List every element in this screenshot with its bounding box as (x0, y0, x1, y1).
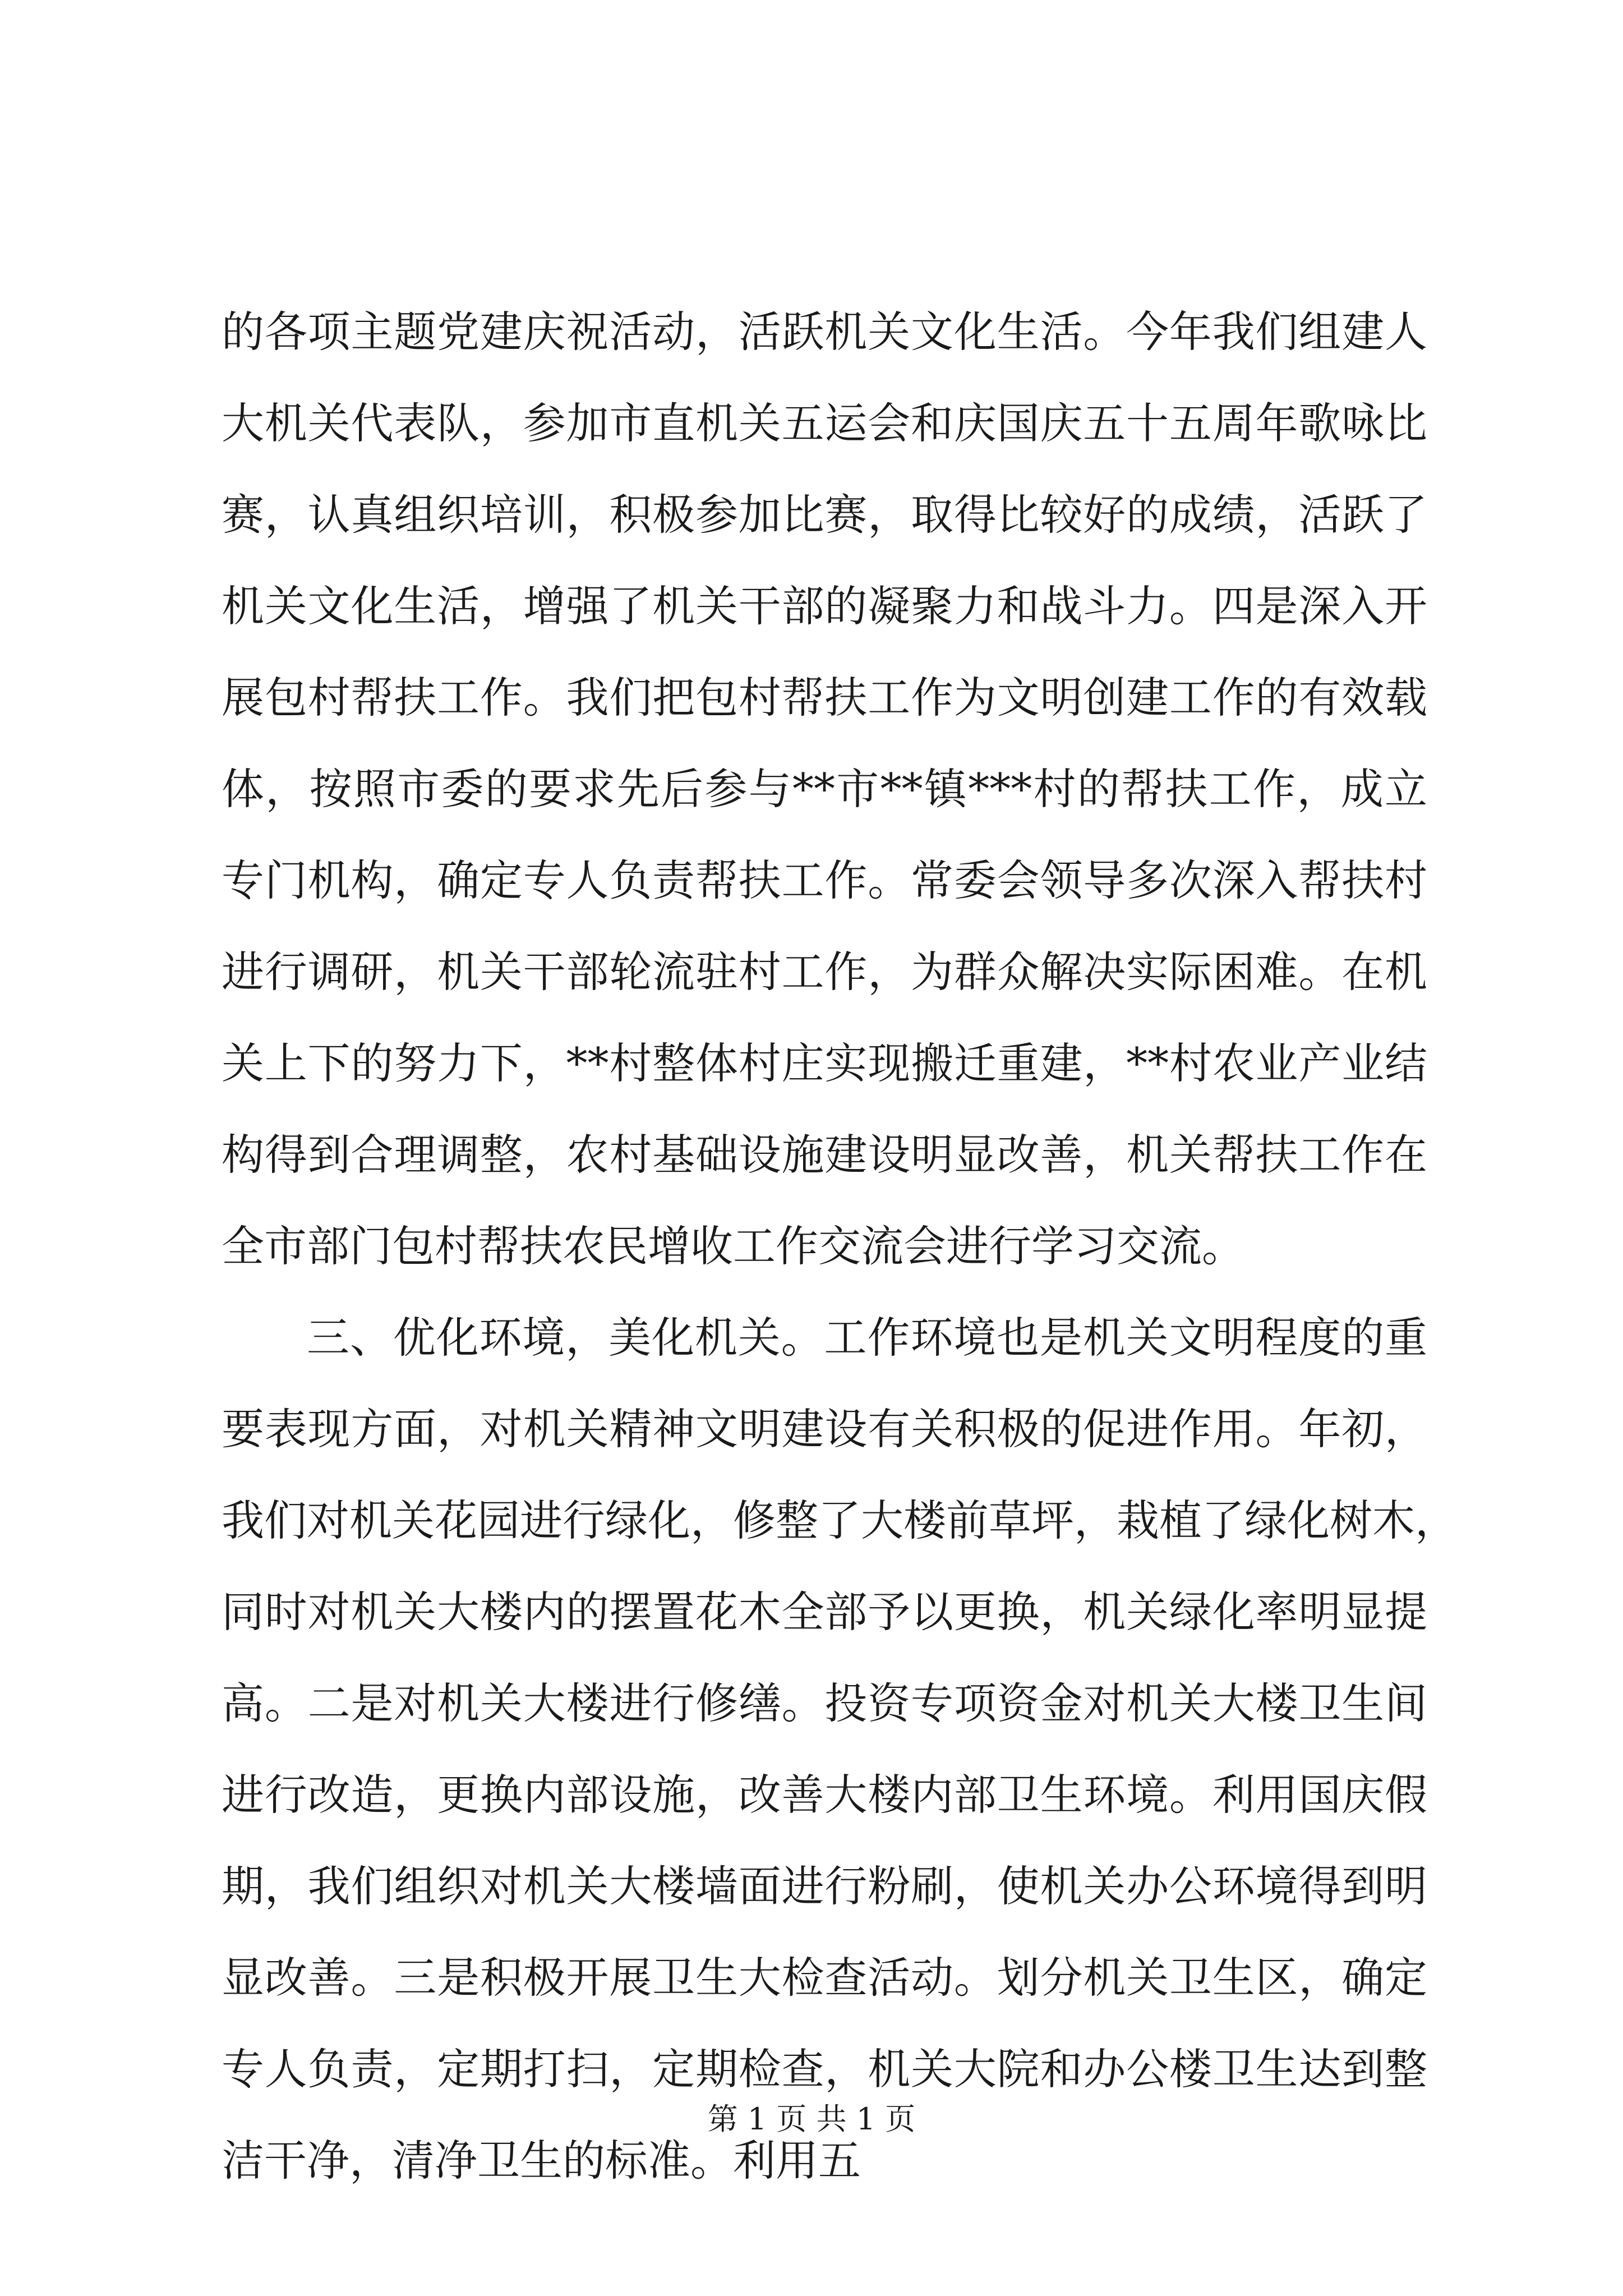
section-heading-line: 三、优化环境，美化机关。工作环境也是机关文明程度的重 (307, 1313, 1427, 1363)
text-line: 进行改造，更换内部设施，改善大楼内部卫生环境。利用国庆假 (222, 1770, 1427, 1820)
text-line: 进行调研，机关干部轮流驻村工作，为群众解决实际困难。在机 (222, 947, 1427, 997)
text-line: 期，我们组织对机关大楼墙面进行粉刷，使机关办公环境得到明 (222, 1861, 1427, 1911)
text-line: 要表现方面，对机关精神文明建设有关积极的促进作用。年初， (222, 1404, 1427, 1454)
text-line: 全市部门包村帮扶农民增收工作交流会进行学习交流。 (222, 1221, 1244, 1271)
text-line: 构得到合理调整，农村基础设施建设明显改善，机关帮扶工作在 (222, 1130, 1427, 1180)
text-line: 显改善。三是积极开展卫生大检查活动。划分机关卫生区，确定 (222, 1953, 1427, 2003)
document-body (222, 286, 1458, 2206)
text-line: 展包村帮扶工作。我们把包村帮扶工作为文明创建工作的有效载 (222, 673, 1427, 723)
text-line: 专人负责，定期打扫，定期检查，机关大院和办公楼卫生达到整 (222, 2044, 1427, 2094)
text-line: 我们对机关花园进行绿化，修整了大楼前草坪，栽植了绿化树木， (222, 1496, 1458, 1545)
text-line: 体，按照市委的要求先后参与**市**镇***村的帮扶工作，成立 (222, 764, 1427, 814)
text-line: 赛，认真组织培训，积极参加比赛，取得比较好的成绩，活跃了 (222, 490, 1427, 540)
text-line: 高。二是对机关大楼进行修缮。投资专项资金对机关大楼卫生间 (222, 1678, 1427, 1728)
text-line: 同时对机关大楼内的摆置花木全部予以更换，机关绿化率明显提 (222, 1587, 1427, 1637)
text-line: 机关文化生活，增强了机关干部的凝聚力和战斗力。四是深入开 (222, 581, 1427, 631)
text-line: 关上下的努力下，**村整体村庄实现搬迁重建，**村农业产业结 (222, 1038, 1427, 1088)
page-footer: 第 1 页 共 1 页 (707, 2101, 916, 2137)
text-line: 大机关代表队，参加市直机关五运会和庆国庆五十五周年歌咏比 (222, 398, 1427, 448)
text-line: 的各项主题党建庆祝活动，活跃机关文化生活。今年我们组建人 (222, 307, 1427, 357)
text-line: 洁干净，清净卫生的标准。利用五 (222, 2136, 861, 2185)
text-line: 专门机构，确定专人负责帮扶工作。常委会领导多次深入帮扶村 (222, 855, 1427, 905)
